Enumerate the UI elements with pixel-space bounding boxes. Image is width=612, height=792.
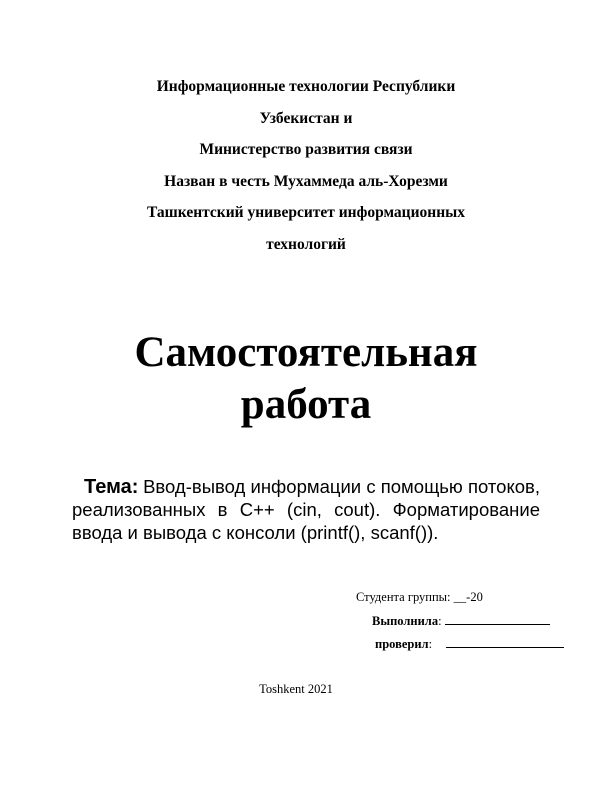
header-line: технологий [266,235,346,253]
institution-header [60,71,552,260]
performed-colon: : [438,614,445,628]
topic-paragraph [72,476,540,545]
group-label: Студента группы: [356,590,454,604]
performed-row [372,614,550,629]
checked-label: проверил [375,637,429,651]
title-line: работа [240,381,372,428]
header-line: Ташкентский университет информационных [146,204,465,221]
title-line: Самостоятельная [134,329,478,376]
header-line: Узбекистан и [259,109,353,127]
topic-text: Ввод-вывод информации с помощью потоков, реализованных в C++ (cin, cout). Форматирование ввода и вывода с консоли (printf(), scanf()). [72,476,541,543]
header-line: Назван в честь Мухаммеда аль-Хорезми [164,172,448,190]
header-line: Информационные технологии Республики [156,78,456,95]
group-row [356,590,483,605]
header-line: Министерство развития связи [199,141,413,158]
topic-label: Тема: [84,476,139,498]
footer-city-year: Toshkent 2021 [259,682,333,696]
group-value: __-20 [453,590,483,604]
checked-colon: : [428,637,433,651]
footer [0,682,612,697]
performed-label: Выполнила [372,614,439,628]
checked-row [375,637,564,652]
document-title [60,327,552,431]
performed-blank-line [445,614,550,625]
checked-blank-line [446,637,564,648]
